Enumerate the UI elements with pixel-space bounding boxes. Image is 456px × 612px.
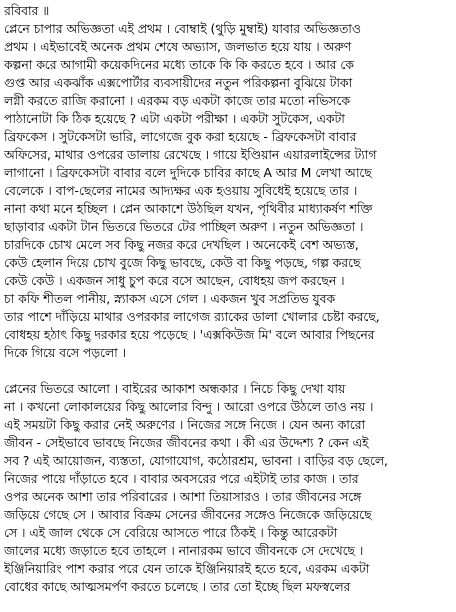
paragraph-line: ছাড়াবার একটা টান ভিতরে ভিতরে টের পাচ্ছিল অরুণ । নতুন অভিজ্ঞতা । [4, 220, 364, 234]
paragraph-line: ইঞ্জিনিয়ারিং পাশ করার পরে যেন তাকে ইঞ্জিনিয়ারই হতে হবে, এরকম একটা [4, 562, 370, 576]
paragraph-line: অফিসের, মাথার ওপরের ডালায় রেখেছে । গায়ে ইণ্ডিয়ান এয়ারলাইন্সের ট্যাগ [4, 148, 377, 162]
paragraph-line: না । কখনো লোকালয়ের কিছু আলোর বিন্দু । আরো ওপরে উঠলে তাও নয় । [4, 400, 374, 414]
paragraph-line: ওপর অনেক আশা তার পরিবারের । আশা তিয়াসারও । তার জীবনের সঙ্গে [4, 490, 362, 504]
paragraph-line: কেউ কেউ । একজন সাধু চুপ করে বসে আছেন, বোধহয় জপ করছেন । [4, 274, 345, 288]
paragraph-line: গুপ্ত আর একঝাঁক এক্সপোর্টার ব্যবসায়ীদের নতুন পরিকল্পনা বুঝিয়ে টাকা [4, 76, 353, 90]
paragraph-line: প্রথম । এইভাবেই অনেক প্রথম শেষে অভ্যাস, জলভাত হয়ে যায় । অরুণ [4, 40, 352, 54]
paragraph-2 [4, 380, 452, 596]
paragraph-line: লাগানো । ব্রিফকেসটা বাবার বলে দুদিকে চাবির কাছে A আর M লেখা আছে [4, 166, 372, 180]
paragraph-line: এই সময়টা কিছু করার নেই অরুণের । নিজের সঙ্গে নিজে । যেন অন্য কারো [4, 418, 366, 432]
paragraph-line: সে । এই জাল থেকে সে বেরিয়ে আসতে পারে ঠিকই । কিন্তু আরেকটা [4, 526, 338, 540]
paragraph-line: পাঠানোটা কি ঠিক হয়েছে ? এটা একটা পরীক্ষা । একটা সুটকেস, একটা [4, 112, 345, 126]
paragraph-line: লগ্নী করতে রাজি করানো । এরকম বড় একটা কাজে তার মতো নভিসকে [4, 94, 350, 108]
paragraph-line: কল্পনা করে আগামী কয়েকদিনের মধ্যে তাকে কি কি করতে হবে । আর কে [4, 58, 354, 72]
page-heading: রবিবার ॥ [4, 4, 50, 18]
paragraph-spacer [4, 362, 452, 380]
paragraph-line: সব ? এই আয়োজন, ব্যস্ততা, যোগাযোগ, কঠোরশ্রম, ভাবনা । বাড়ির বড় ছেলে, [4, 454, 388, 468]
paragraph-line: বোধহয় হঠাৎ কিছু দরকার হয়ে পড়েছে । 'এক্সকিউজ মি' বলে আবার পিছনের [4, 328, 375, 342]
paragraph-1 [4, 20, 452, 362]
paragraph-line: নিজের পায়ে দাঁড়াতে হবে । বাবার অবসরের পরে এইটাই তার কাজ । তার [4, 472, 359, 486]
paragraph-line: চা কফি শীতল পানীয়, স্ন্যাকস এসে গেল । একজন খুব সপ্রতিভ যুবক [4, 292, 336, 306]
paragraph-line: বেলেকে । বাপ-ছেলের নামের আদ্যক্ষর এক হওয়ায় সুবিধেই হয়েছে তার । [4, 184, 358, 198]
paragraph-line: দিকে গিয়ে বসে পড়লো । [4, 346, 127, 360]
paragraph-line: তার পাশে দাঁড়িয়ে মাথার ওপরকার লাগেজ র‍্যাকের ডালা খোলার চেষ্টা করছে, [4, 310, 380, 324]
paragraph-line: জীবন - সেইভাবে ভাবছে নিজের জীবনের কথা । কী এর উদ্দেশ্য ? কেন এই [4, 436, 369, 450]
paragraph-line: প্লেনের ভিতরে আলো । বাইরের আকাশ অন্ধকার । নিচে কিছু দেখা যায় [4, 382, 346, 396]
paragraph-line: নানা কথা মনে হচ্ছিল । প্লেন আকাশে উঠছিল যখন, পৃথিবীর মাধ্যাকর্ষণ শক্তি [4, 202, 373, 216]
paragraph-line: বোধের কাছে আত্মসমর্পণ করতে চলেছে । তার তো ইচ্ছে ছিল মফস্বলের [4, 580, 351, 594]
paragraph-line: জড়িয়ে গেছে সে । আবার বিক্রম সেনের জীবনের সঙ্গেও নিজেকে জড়িয়েছে [4, 508, 372, 522]
paragraph-line: প্লেনে চাপার অভিজ্ঞতা এই প্রথম । বোম্বাই (থুড়ি মুম্বাই) যাবার অভিজ্ঞতাও [4, 22, 361, 36]
paragraph-line: চারদিকে চোখ মেলে সব কিছু নজর করে দেখছিল । অনেকেই বেশ অভ্যস্ত, [4, 238, 359, 252]
paragraph-line: জালের মধ্যে জড়াতে হবে তাহলে । নানারকম ভাবে জীবনকে সে দেখেছে । [4, 544, 364, 558]
paragraph-line: ব্রিফকেস । সুটকেসটা ভারি, লাগেজে বুক করা হয়েছে - ব্রিফকেসটা বাবার [4, 130, 357, 144]
paragraph-line: কেউ হেলান দিয়ে চোখ বুজে কিছু ভাবছে, কেউ বা কিছু পড়ছে, গল্প করছে [4, 256, 361, 270]
